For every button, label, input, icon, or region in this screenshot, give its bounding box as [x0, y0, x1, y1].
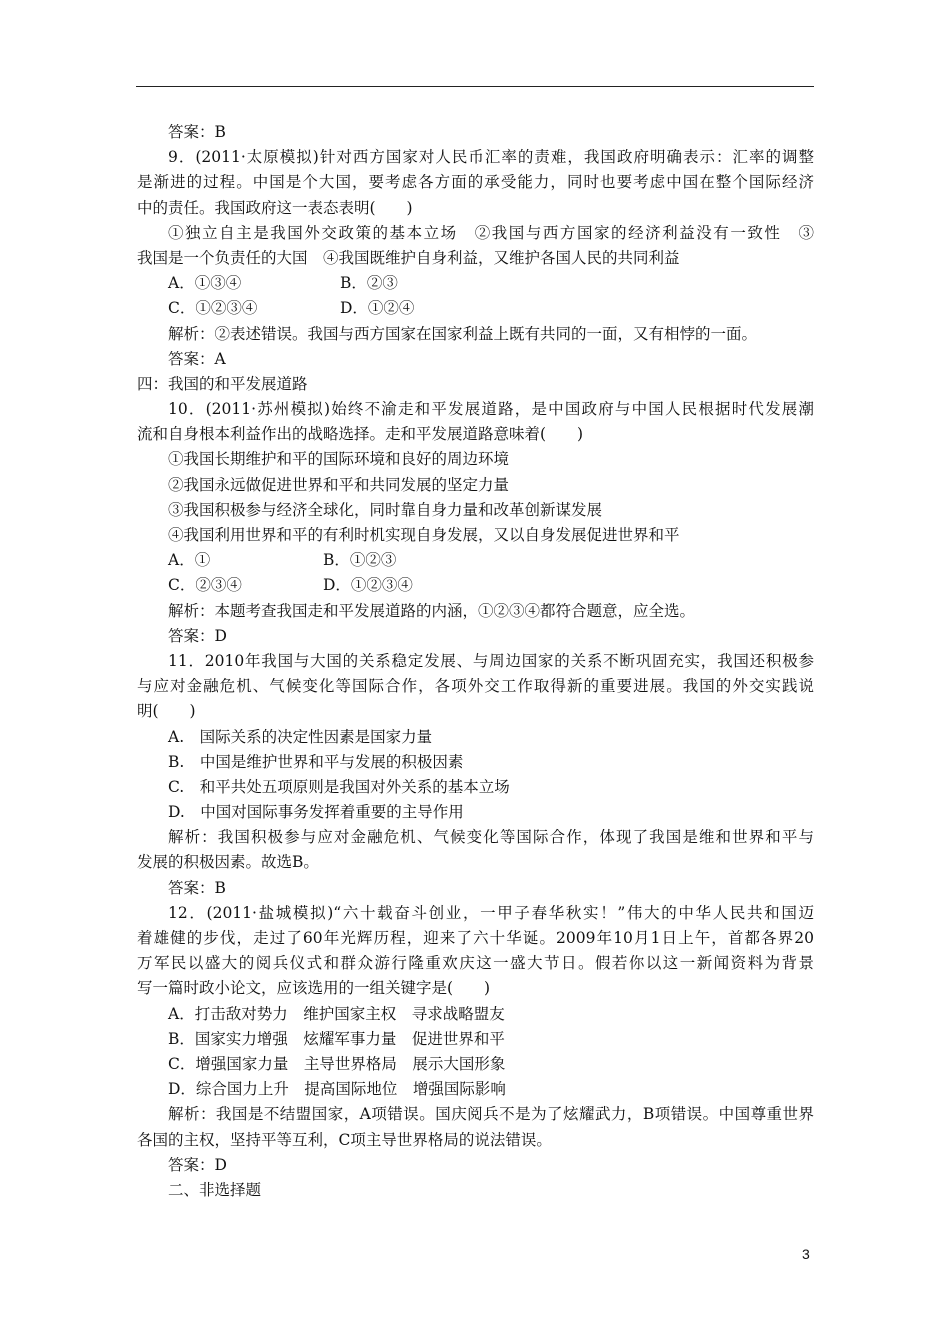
question-10-line-2: 流和自身根本利益作出的战略选择。走和平发展道路意味着( ) — [137, 425, 584, 444]
question-10-statement-2: ②我国永远做促进世界和平和共同发展的坚定力量 — [168, 475, 510, 494]
question-9-line-2: 是渐进的过程。中国是个大国，要考虑各方面的承受能力，同时也要考虑中国在整个国际经济 — [137, 173, 814, 192]
question-9-line-1: 9．(2011·太原模拟)针对西方国家对人民币汇率的责难，我国政府明确表示：汇率的调整 — [168, 148, 814, 167]
option-d: D．①②③④ — [323, 576, 413, 595]
question-9-statements-line-1: ①独立自主是我国外交政策的基本立场 ②我国与西方国家的经济利益没有一致性 ③ — [168, 223, 814, 242]
answer-12: 答案：D — [168, 1155, 227, 1174]
question-11-option-a: A. 国际关系的决定性因素是国家力量 — [168, 727, 433, 746]
analysis-11-line-1: 解析：我国积极参与应对金融危机、气候变化等国际合作，体现了我国是维和世界和平与 — [168, 828, 814, 847]
question-10-options-ab — [137, 548, 814, 573]
analysis-11-line-2: 发展的积极因素。故选B。 — [137, 853, 319, 872]
question-10-statement-3: ③我国积极参与经济全球化，同时靠自身力量和改革创新谋发展 — [168, 500, 603, 519]
option-c: C．②③④ — [168, 576, 242, 595]
question-12-option-c: C．增强国家力量 主导世界格局 展示大国形象 — [168, 1054, 506, 1073]
question-11-option-c: C. 和平共处五项原则是我国对外关系的基本立场 — [168, 777, 510, 796]
analysis-12-line-1: 解析：我国是不结盟国家，A项错误。国庆阅兵不是为了炫耀武力，B项错误。中国尊重世界 — [168, 1105, 814, 1124]
option-a: A．① — [168, 551, 211, 570]
question-11-line-2: 与应对金融危机、气候变化等国际合作，各项外交工作取得新的重要进展。我国的外交实践说 — [137, 677, 814, 696]
question-11-option-b: B. 中国是维护世界和平与发展的积极因素 — [168, 752, 464, 771]
analysis-9: 解析：②表述错误。我国与西方国家在国家利益上既有共同的一面，又有相悖的一面。 — [168, 324, 758, 343]
answer-8: 答案：B — [168, 123, 226, 141]
answer-10: 答案：D — [168, 626, 227, 645]
option-a: A．①③④ — [168, 274, 242, 293]
question-12-option-a: A．打击敌对势力 维护国家主权 寻求战略盟友 — [168, 1004, 505, 1023]
question-9-statements-line-2: 我国是一个负责任的大国 ④我国既维护自身利益，又维护各国人民的共同利益 — [137, 248, 680, 267]
question-11-option-d: D. 中国对国际事务发挥着重要的主导作用 — [168, 803, 464, 822]
question-12-option-d: D．综合国力上升 提高国际地位 增强国际影响 — [168, 1080, 506, 1099]
option-b: B．①②③ — [323, 551, 397, 570]
question-12-line-2: 着雄健的步伐，走过了60年光辉历程，迎来了六十华诞。2009年10月1日上午，首都各界20 — [137, 929, 814, 947]
answer-9: 答案：A — [168, 349, 226, 368]
analysis-10: 解析：本题考查我国走和平发展道路的内涵，①②③④都符合题意，应全选。 — [168, 601, 696, 620]
question-10-statement-1: ①我国长期维护和平的国际环境和良好的周边环境 — [168, 450, 510, 469]
option-c: C．①②③④ — [168, 299, 258, 318]
answer-11: 答案：B — [168, 878, 226, 897]
option-b: B．②③ — [340, 274, 398, 293]
option-d: D．①②④ — [340, 299, 415, 318]
question-9-options-ab — [137, 271, 814, 296]
question-10-options-cd — [137, 573, 814, 598]
section-heading-4: 四：我国的和平发展道路 — [137, 374, 308, 393]
section-heading-non-choice: 二、非选择题 — [168, 1180, 262, 1199]
document-body — [137, 120, 814, 1203]
question-11-line-1: 11．2010年我国与大国的关系稳定发展、与周边国家的关系不断巩固充实，我国还积极参 — [168, 651, 814, 670]
question-12-line-4: 写一篇时政小论文，应该选用的一组关键字是( ) — [137, 979, 491, 998]
question-10-line-1: 10．(2011·苏州模拟)始终不渝走和平发展道路，是中国政府与中国人民根据时代发展潮 — [168, 400, 814, 419]
analysis-12-line-2: 各国的主权，坚持平等互利，C项主导世界格局的说法错误。 — [137, 1130, 552, 1149]
page-number: 3 — [802, 1246, 810, 1262]
question-9-options-cd — [137, 296, 814, 321]
question-10-statement-4: ④我国利用世界和平的有利时机实现自身发展，又以自身发展促进世界和平 — [168, 526, 680, 544]
question-11-line-3: 明( ) — [137, 702, 196, 721]
header-rule — [136, 86, 814, 87]
question-12-line-1: 12．(2011·盐城模拟)“六十载奋斗创业，一甲子春华秋实！”伟大的中华人民共和国迈 — [168, 903, 814, 922]
question-9-line-3: 中的责任。我国政府这一表态表明( ) — [137, 198, 413, 217]
question-12-line-3: 万军民以盛大的阅兵仪式和群众游行隆重欢庆这一盛大节日。假若你以这一新闻资料为背景 — [137, 954, 814, 973]
question-12-option-b: B．国家实力增强 炫耀军事力量 促进世界和平 — [168, 1029, 505, 1048]
